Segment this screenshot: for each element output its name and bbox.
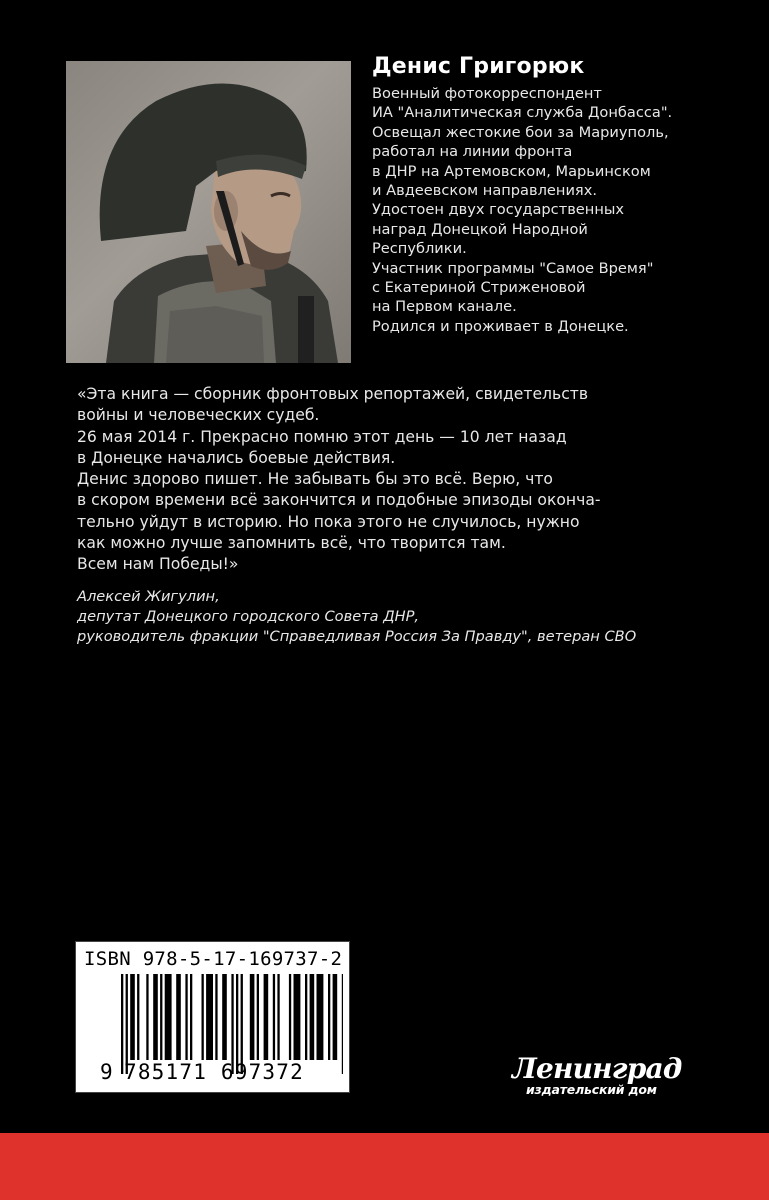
barcode-icon [121,974,343,1074]
barcode-bar [153,974,158,1060]
barcode-bar [185,974,187,1060]
barcode-bar [317,974,324,1060]
quote-line: «Эта книга — сборник фронтовых репортажей, свидетельств [77,385,589,403]
barcode-bar [294,974,301,1060]
ean-first-digit: 9 [100,1060,113,1084]
barcode-bar [126,974,128,1074]
quote-line: в скором времени всё закончится и подобные эпизоды оконча- [77,491,601,510]
barcode-bar [231,974,233,1074]
barcode-bar [305,974,307,1060]
barcode-bar [236,974,238,1074]
bio-line: Республики. [372,240,467,258]
barcode-bar [130,974,135,1060]
barcode-bar [273,974,275,1060]
quote-attribution [77,587,767,647]
red-footer-band [0,1133,769,1200]
review-quote [77,384,767,576]
barcode-bar [146,974,148,1060]
barcode-bar [190,974,192,1060]
barcode-bar [137,974,139,1060]
barcode-bar [333,974,338,1060]
barcode-bar [328,974,330,1060]
bio-line: Родился и проживает в Донецке. [372,317,629,335]
attribution-line: руководитель фракции "Справедливая Россия За Правду", ветеран СВО [77,628,637,645]
barcode-bar [277,974,279,1060]
barcode-bar [264,974,269,1060]
publisher-logo [512,1052,704,1102]
barcode-bar [241,974,243,1074]
isbn-barcode-box [75,941,350,1093]
barcode-bar [342,974,343,1074]
attribution-line: Алексей Жигулин, [77,588,220,605]
barcode-bar [206,974,213,1060]
publisher-name: Ленинград [512,1052,682,1085]
bio-line: в ДНР на Артемовском, Марьинском [372,162,651,180]
author-photo [66,61,351,363]
bio-line: Участник программы "Самое Время" [372,259,654,277]
bio-line: на Первом канале. [372,298,517,316]
isbn-label: ISBN 978-5-17-169737-2 [84,948,343,970]
quote-line: 26 мая 2014 г. Прекрасно помню этот день — 10 лет назад [77,427,567,446]
ean-digits: 785171 697372 [124,1060,304,1084]
barcode-bar [121,974,123,1074]
barcode-bar [160,974,162,1060]
quote-line: войны и человеческих судеб. [77,406,320,425]
barcode-bar [202,974,204,1060]
quote-line: тельно уйдут в историю. Но пока этого не случилось, нужно [77,512,580,531]
author-bio [372,84,767,336]
attribution-line: депутат Донецкого городского Совета ДНР, [77,608,420,625]
barcode-bar [257,974,259,1060]
barcode-bar [165,974,172,1060]
quote-line: Денис здорово пишет. Не забывать бы это всё. Верю, что [77,470,553,489]
barcode-bar [289,974,291,1060]
barcode-bar [215,974,217,1060]
author-name: Денис Григорюк [372,54,585,79]
barcode-bar [176,974,181,1060]
quote-line: как можно лучше запомнить всё, что творится там. [77,534,506,553]
bio-line: Удостоен двух государственных [372,201,625,219]
bio-line: Военный фотокорреспондент [372,85,602,102]
barcode-bar [250,974,255,1060]
bio-line: наград Донецкой Народной [372,220,588,238]
bio-line: и Авдеевском направлениях. [372,182,597,200]
barcode-bar [310,974,315,1060]
quote-line: Всем нам Победы!» [77,555,239,574]
publisher-subtitle: издательский дом [526,1082,657,1097]
soldier-portrait-illustration [66,61,351,363]
bio-line: Освещал жестокие бои за Мариуполь, [372,123,669,141]
bio-line: ИА "Аналитическая служба Донбасса". [372,104,673,122]
quote-line: в Донецке начались боевые действия. [77,448,396,467]
bio-line: с Екатериной Стриженовой [372,279,586,297]
barcode-bar [222,974,227,1060]
bio-line: работал на линии фронта [372,143,573,161]
